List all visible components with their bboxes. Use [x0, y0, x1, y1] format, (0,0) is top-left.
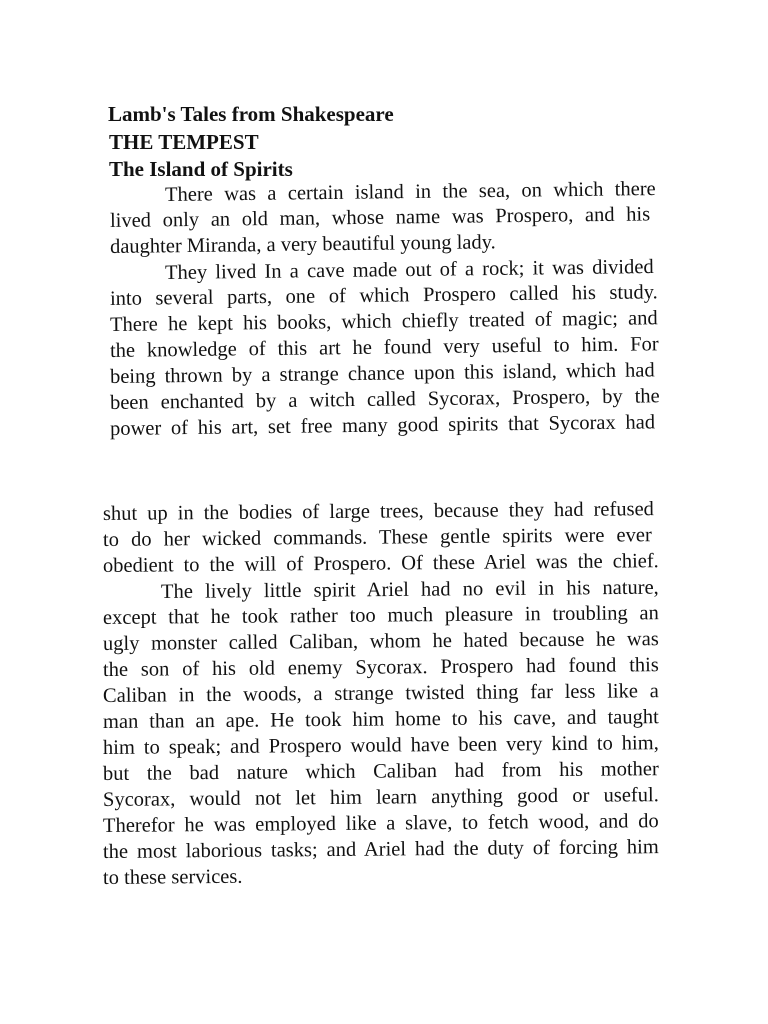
- text-line: but the bad nature which Caliban had from his mother: [102, 758, 659, 785]
- text-line: to these services.: [102, 865, 243, 889]
- text-line: There was a certain island in the sea, on which there: [164, 178, 656, 206]
- text-line: being thrown by a strange chance upon this island, which had: [109, 359, 655, 388]
- text-line: the most laborious tasks; and Ariel had the duty of forcing him: [102, 836, 659, 863]
- text-line: obedient to the will of Prospero. Of these Ariel was the chief.: [102, 550, 659, 577]
- text-line: The lively little spirit Ariel had no evil in his nature,: [160, 576, 659, 603]
- book-title: Lamb's Tales from Shakespeare: [108, 102, 394, 126]
- text-line: except that he took rather too much pleasure in troubling an: [102, 602, 659, 629]
- text-line: him to speak; and Prospero would have been very kind to him,: [102, 732, 659, 759]
- text-line: the son of his old enemy Sycorax. Prospero had found this: [102, 654, 659, 681]
- play-title: THE TEMPEST: [109, 130, 259, 154]
- text-line: man than an ape. He took him home to his cave, and taught: [102, 706, 659, 733]
- text-line: Sycorax, would not let him learn anything good or useful.: [102, 784, 659, 811]
- text-line: power of his art, set free many good spirits that Sycorax had: [109, 411, 656, 440]
- text-line: to do her wicked commands. These gentle spirits were ever: [102, 524, 652, 551]
- chapter-title: The Island of Spirits: [109, 157, 293, 181]
- text-line: They lived In a cave made out of a rock; it was divided: [164, 256, 654, 284]
- text-line: There he kept his books, which chiefly treated of magic; and: [109, 307, 658, 336]
- text-line: lived only an old man, whose name was Prospero, and his: [109, 203, 651, 232]
- text-line: into several parts, one of which Prospero called his study.: [109, 281, 658, 310]
- text-line: daughter Miranda, a very beautiful young lady.: [109, 231, 496, 258]
- text-line: been enchanted by a witch called Sycorax, Prospero, by the: [109, 385, 660, 414]
- text-line: Caliban in the woods, a strange twisted thing far less like a: [102, 680, 659, 707]
- text-line: the knowledge of this art he found very useful to him. For: [109, 333, 659, 362]
- text-line: shut up in the bodies of large trees, because they had refused: [102, 498, 654, 525]
- text-line: ugly monster called Caliban, whom he hated because he was: [102, 628, 659, 655]
- text-line: Therefor he was employed like a slave, to fetch wood, and do: [102, 810, 659, 837]
